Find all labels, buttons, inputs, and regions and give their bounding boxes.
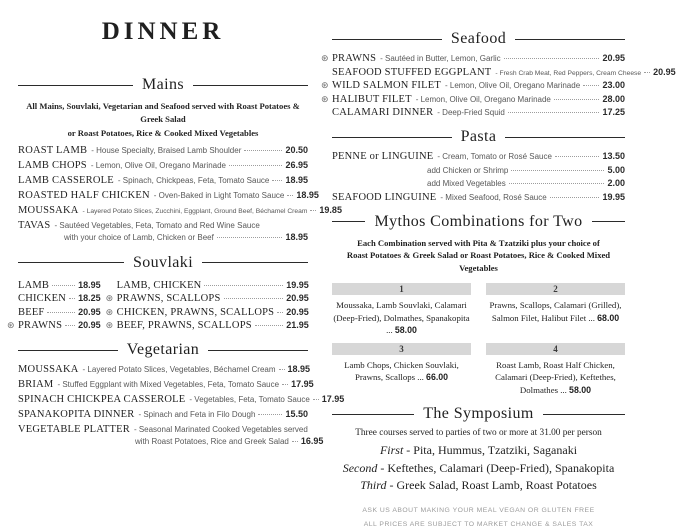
dotted-leader <box>509 183 605 184</box>
dotted-leader <box>555 156 600 157</box>
section-heading-symposium <box>332 405 625 423</box>
section-title: The Symposium <box>423 405 534 423</box>
section-title: Mythos Combinations for Two <box>374 212 583 230</box>
souvlaki-prawns-scallops: ⊛ PRAWNS, SCALLOPS 20.95 <box>105 293 309 305</box>
menu-item-lamb-casserole: LAMB CASSEROLE - Spinach, Chickpeas, Feta, Tomato Sauce 18.95 <box>18 174 308 186</box>
divider-line <box>18 350 118 351</box>
dotted-leader <box>47 312 75 313</box>
menu-item-moussaka-veg: MOUSSAKA - Layered Potato Slices, Vegetables, Béchamel Cream 18.95 <box>18 364 311 376</box>
dotted-leader <box>217 237 283 238</box>
section-heading-pasta <box>332 128 625 146</box>
section-title: Mains <box>142 76 184 93</box>
menu-item-tavas-line2: with your choice of Lamb, Chicken or Beef 18.95 <box>64 231 308 242</box>
dotted-leader <box>287 195 293 196</box>
course-second: Second - Keftethes, Calamari (Deep-Fried), Spanakopita <box>342 460 615 475</box>
course-third: Third - Greek Salad, Roast Lamb, Roast Potatoes <box>360 477 597 492</box>
dotted-leader <box>644 72 650 73</box>
menu-left-column <box>7 0 345 447</box>
divider-line <box>515 39 625 40</box>
menu-right-column <box>321 0 676 528</box>
dotted-leader <box>554 99 600 100</box>
dotted-leader <box>258 414 282 415</box>
mains-note <box>18 100 308 140</box>
footer-prices-note: ALL PRICES ARE SUBJECT TO MARKET CHANGE & SALES TAX <box>363 521 594 528</box>
souvlaki-prawns: ⊛ PRAWNS 20.95 <box>7 320 101 332</box>
pasta-addon-mixed-vegetables: add Mixed Vegetables 2.00 <box>427 177 625 188</box>
souvlaki-beef-prawns-scallops: ⊛ BEEF, PRAWNS, SCALLOPS 21.95 <box>105 320 309 332</box>
menu-item-moussaka-mains: MOUSSAKA - Layered Potato Slices, Zucchini, Eggplant, Ground Beef, Béchamel Cream 19.85 <box>18 204 342 216</box>
mains-items <box>18 144 342 242</box>
divider-line <box>193 85 308 86</box>
dotted-leader <box>69 298 75 299</box>
divider-line <box>505 137 625 138</box>
dietary-marker-icon: ⊛ <box>321 81 329 92</box>
vegetarian-items <box>18 364 345 447</box>
souvlaki-columns <box>7 277 309 332</box>
dietary-marker-icon: ⊛ <box>7 321 15 332</box>
divider-line <box>18 262 124 263</box>
souvlaki-lamb: LAMB 18.95 <box>18 279 101 291</box>
section-heading-mains <box>18 76 308 94</box>
menu-item-seafood-linguine: SEAFOOD LINGUINE - Mixed Seafood, Rosé Sauce 19.95 <box>332 191 625 203</box>
dotted-leader <box>229 165 282 166</box>
dotted-leader <box>277 312 283 313</box>
pasta-addon-chicken-shrimp: add Chicken or Shrimp 5.00 <box>427 164 625 175</box>
pasta-items <box>332 151 625 202</box>
dotted-leader <box>313 399 319 400</box>
combo-description: Prawns, Scallops, Calamari (Grilled), Salmon Filet, Halibut Filet ... 68.00 <box>489 300 622 323</box>
menu-item-calamari-dinner: CALAMARI DINNER - Deep-Fried Squid 17.25 <box>332 107 625 119</box>
dietary-marker-icon: ⊛ <box>105 307 114 318</box>
combos-note-line2: Roast Potatoes & Greek Salad or Roast Potatoes, Rice & Cooked Mixed Vegetables <box>346 250 611 274</box>
dotted-leader <box>292 441 298 442</box>
combo-number-bar: 4 <box>486 343 625 355</box>
menu-item-seafood-stuffed-eggplant: SEAFOOD STUFFED EGGPLANT - Fresh Crab Meat, Red Peppers, Cream Cheese 20.95 <box>332 66 676 78</box>
dotted-leader <box>583 85 599 86</box>
divider-line <box>202 262 308 263</box>
section-heading-vegetarian <box>18 341 308 359</box>
menu-item-briam: BRIAM - Stuffed Eggplant with Mixed Vegetables, Feta, Tomato Sauce 17.95 <box>18 379 314 391</box>
divider-line <box>543 414 625 415</box>
menu-item-penne-or-linguine: PENNE or LINGUINE - Cream, Tomato or Rosé Sauce 13.50 <box>332 151 625 163</box>
section-title: Souvlaki <box>132 253 194 271</box>
section-title: Seafood <box>450 30 507 47</box>
menu-item-roast-lamb: ROAST LAMB - House Specialty, Braised Lamb Shoulder 20.50 <box>18 144 308 156</box>
divider-line <box>332 221 365 222</box>
menu-item-halibut-filet: ⊛ HALIBUT FILET - Lemon, Olive Oil, Oregano Marinade 28.00 <box>321 93 625 105</box>
menu-item-prawns-seafood: ⊛ PRAWNS - Sautéed in Butter, Lemon, Garlic 20.95 <box>321 53 625 64</box>
dotted-leader <box>504 58 600 59</box>
menu-item-vegetable-platter-line2: with Roast Potatoes, Rice and Greek Salad 16.95 <box>135 436 324 447</box>
dotted-leader <box>508 112 600 113</box>
divider-line <box>332 39 442 40</box>
section-title: Pasta <box>460 128 497 146</box>
dotted-leader <box>244 150 282 151</box>
souvlaki-chicken-prawns-scallops: ⊛ CHICKEN, PRAWNS, SCALLOPS 20.95 <box>105 306 309 318</box>
menu-item-roasted-half-chicken: ROASTED HALF CHICKEN - Oven-Baked in Light Tomato Sauce 18.95 <box>18 189 319 201</box>
divider-line <box>332 414 414 415</box>
section-heading-souvlaki <box>18 254 308 272</box>
dotted-leader <box>224 298 284 299</box>
combos-grid <box>332 283 625 396</box>
menu-item-tavas: TAVAS - Sautéed Vegetables, Feta, Tomato and Red Wine Sauce <box>18 219 260 231</box>
combo-number-bar: 2 <box>486 283 625 295</box>
combo-2 <box>486 283 625 336</box>
dotted-leader <box>65 325 75 326</box>
dotted-leader <box>52 285 75 286</box>
souvlaki-chicken: CHICKEN 18.25 <box>18 293 101 305</box>
combo-description: Moussaka, Lamb Souvlaki, Calamari (Deep-Fried), Dolmathes, Spanakopita ... 58.00 <box>333 300 470 335</box>
menu-item-vegetable-platter: VEGETABLE PLATTER - Seasonal Marinated Cooked Vegetables served <box>18 424 308 436</box>
souvlaki-beef: BEEF 20.95 <box>18 306 101 318</box>
combo-1 <box>332 283 471 336</box>
menu-footer <box>332 507 625 528</box>
dotted-leader <box>511 170 604 171</box>
souvlaki-col2 <box>105 277 309 332</box>
symposium-courses <box>332 442 625 494</box>
footer-vegan-note: ASK US ABOUT MAKING YOUR MEAL VEGAN OR GLUTEN FREE <box>362 507 595 515</box>
dotted-leader <box>279 369 285 370</box>
section-heading-combinations <box>332 213 625 231</box>
combo-number-bar: 3 <box>332 343 471 355</box>
section-heading-seafood <box>332 30 625 48</box>
combo-number-bar: 1 <box>332 283 471 295</box>
course-first: First - Pita, Hummus, Tzatziki, Saganaki <box>379 443 578 458</box>
dietary-marker-icon: ⊛ <box>105 321 114 332</box>
souvlaki-col1 <box>7 277 101 332</box>
menu-item-spanakopita-dinner: SPANAKOPITA DINNER - Spinach and Feta in Filo Dough 15.50 <box>18 409 308 421</box>
menu-item-wild-salmon-filet: ⊛ WILD SALMON FILET - Lemon, Olive Oil, Oregano Marinade 23.00 <box>321 80 625 92</box>
divider-line <box>592 221 625 222</box>
symposium-note: Three courses served to parties of two or more at 31.00 per person <box>355 428 602 439</box>
mains-note-line1: All Mains, Souvlaki, Vegetarian and Seafood served with Roast Potatoes & Greek Salad <box>26 101 300 125</box>
souvlaki-lamb-chicken: LAMB, CHICKEN 19.95 <box>116 279 309 291</box>
dotted-leader <box>204 285 283 286</box>
divider-line <box>332 137 452 138</box>
page-title: DINNER <box>101 18 225 45</box>
section-title: Vegetarian <box>126 341 200 359</box>
combos-note <box>332 237 625 276</box>
dietary-marker-icon: ⊛ <box>321 54 329 64</box>
seafood-items <box>321 53 676 119</box>
dotted-leader <box>255 325 283 326</box>
combo-3 <box>332 343 471 396</box>
combos-note-line1: Each Combination served with Pita & Tzatziki plus your choice of <box>357 237 600 248</box>
mains-note-line2: or Roast Potatoes, Rice & Cooked Mixed Vegetables <box>67 127 259 138</box>
combo-4 <box>486 343 625 396</box>
dietary-marker-icon: ⊛ <box>321 94 329 105</box>
combo-description: Roast Lamb, Roast Half Chicken, Calamari (Deep-Fried), Keftethes, Dolmathes ... 58.00 <box>495 360 616 395</box>
dotted-leader <box>272 180 282 181</box>
dietary-marker-icon: ⊛ <box>105 294 114 305</box>
combo-description: Lamb Chops, Chicken Souvlaki, Prawns, Scallops ... 66.00 <box>344 360 459 383</box>
divider-line <box>208 350 308 351</box>
divider-line <box>18 85 133 86</box>
menu-item-lamb-chops: LAMB CHOPS - Lemon, Olive Oil, Oregano Marinade 26.95 <box>18 159 308 171</box>
dotted-leader <box>550 197 600 198</box>
menu-item-spinach-chickpea-casserole: SPINACH CHICKPEA CASSEROLE - Vegetables, Feta, Tomato Sauce 17.95 <box>18 394 345 406</box>
dotted-leader <box>282 384 288 385</box>
dotted-leader <box>310 210 316 211</box>
